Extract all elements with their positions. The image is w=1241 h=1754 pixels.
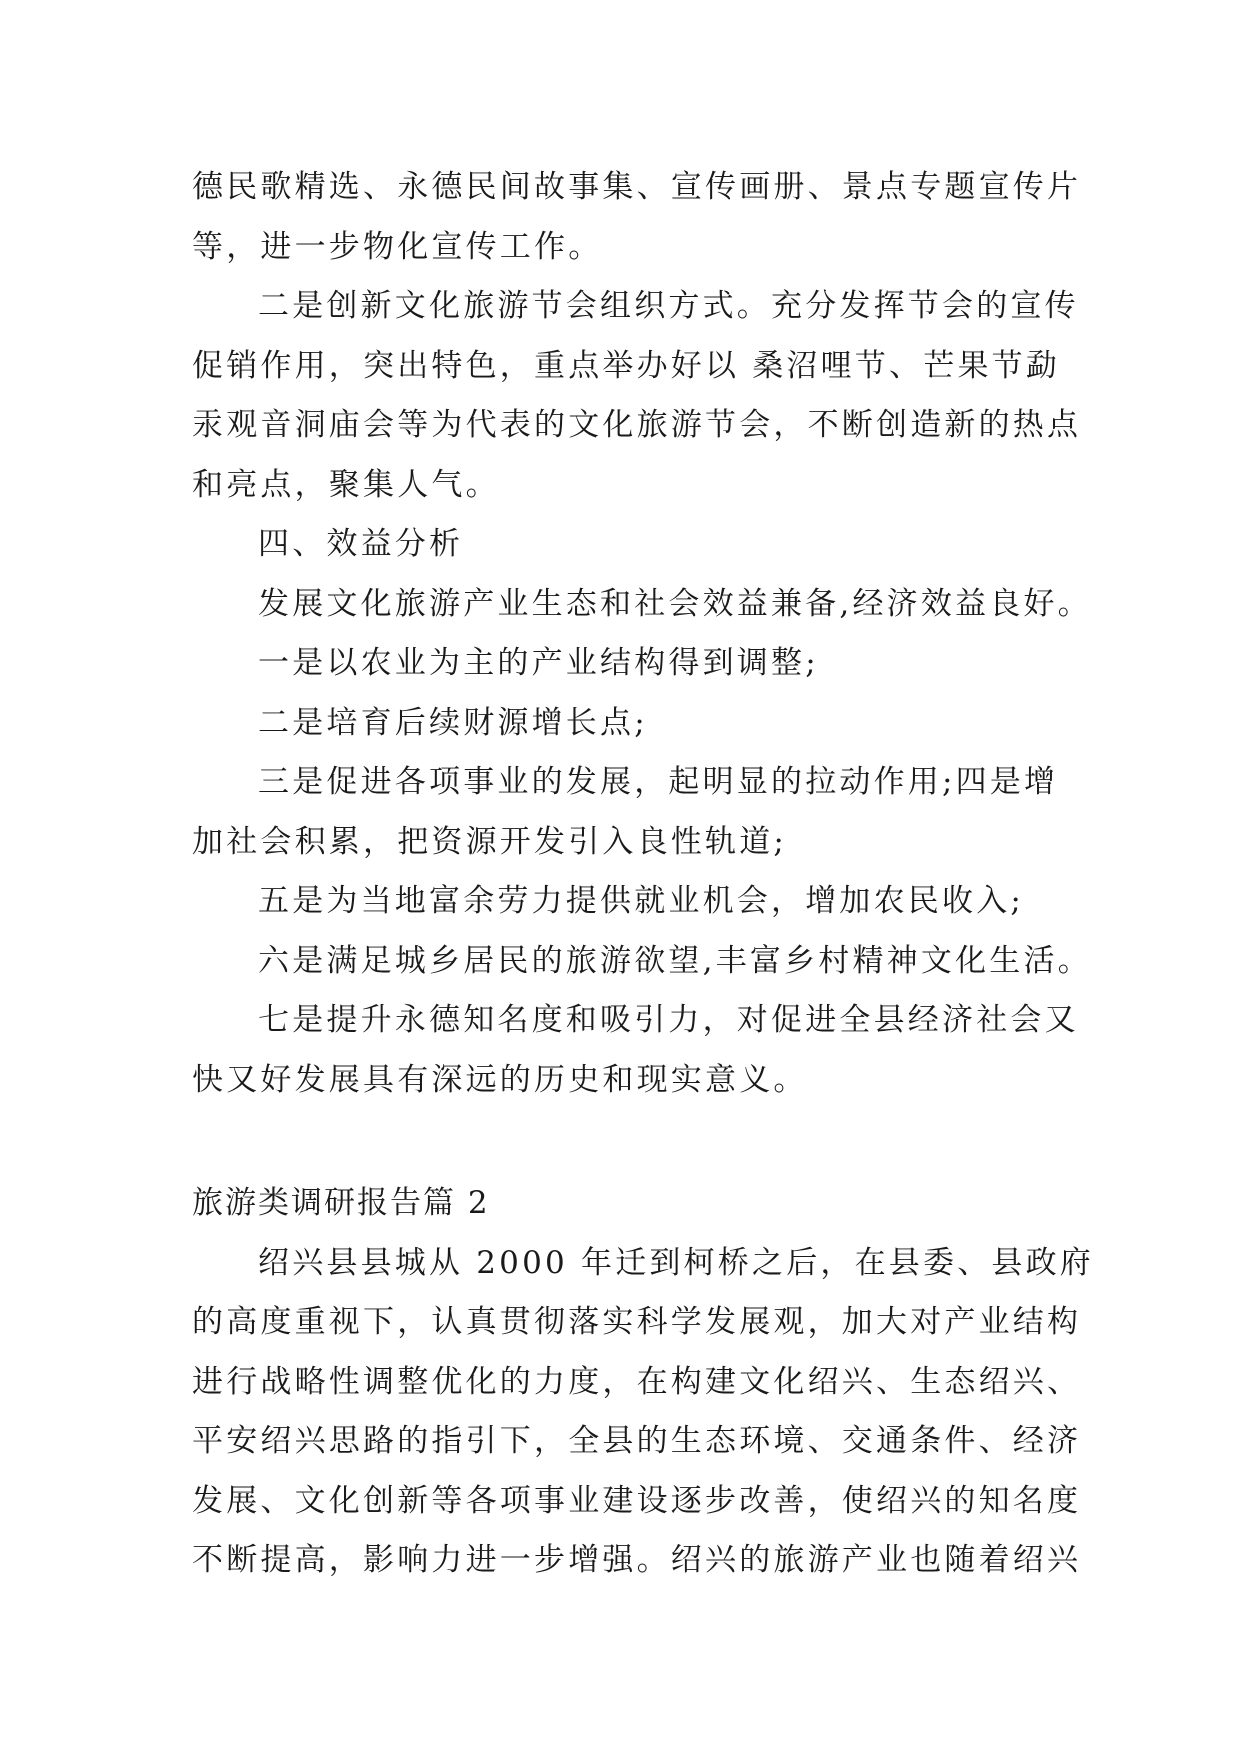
paragraph-line: 发展文化旅游产业生态和社会效益兼备,经济效益良好。 — [258, 585, 1092, 622]
paragraph-line: 绍兴县县城从 2000 年迁到柯桥之后，在县委、县政府 — [258, 1244, 1094, 1281]
section-spacer — [192, 1110, 1072, 1174]
paragraph-line: 的高度重视下，认真贯彻落实科学发展观，加大对产业结构 — [192, 1304, 1082, 1340]
paragraph-line: 七是提升永德知名度和吸引力，对促进全县经济社会又 — [258, 1002, 1079, 1038]
paragraph-line: 德民歌精选、永德民间故事集、宣传画册、景点专题宣传片 — [192, 169, 1082, 205]
paragraph-line: 发展、文化创新等各项事业建设逐步改善，使绍兴的知名度 — [192, 1482, 1082, 1519]
paragraph-line: 汞观音洞庙会等为代表的文化旅游节会，不断创造新的热点 — [192, 407, 1082, 443]
paragraph-line: 和亮点，聚集人气。 — [192, 466, 500, 503]
paragraph-line: 二是培育后续财源增长点; — [258, 704, 648, 741]
paragraph-line: 二是创新文化旅游节会组织方式。充分发挥节会的宣传 — [258, 288, 1079, 324]
paragraph-line: 不断提高，影响力进一步增强。绍兴的旅游产业也随着绍兴 — [192, 1542, 1082, 1578]
paragraph-line: 三是促进各项事业的发展，起明显的拉动作用;四是增 — [258, 764, 1059, 800]
paragraph-line: 平安绍兴思路的指引下，全县的生态环境、交通条件、经济 — [192, 1423, 1082, 1459]
paragraph-line: 五是为当地富余劳力提供就业机会，增加农民收入; — [258, 883, 1025, 919]
paragraph-line: 一是以农业为主的产业结构得到调整; — [258, 645, 819, 681]
paragraph-line: 六是满足城乡居民的旅游欲望,丰富乡村精神文化生活。 — [258, 942, 1092, 979]
paragraph-line: 加社会积累，把资源开发引入良性轨道; — [192, 823, 788, 860]
paragraph-line: 促销作用，突出特色，重点举办好以 桑沼哩节、芒果节勐 — [192, 347, 1061, 384]
section-title: 旅游类调研报告篇 2 — [192, 1185, 490, 1221]
document-body — [192, 158, 1094, 1591]
section-heading: 四、效益分析 — [258, 526, 464, 562]
paragraph-line: 快又好发展具有深远的历史和现实意义。 — [192, 1061, 808, 1098]
paragraph-line: 等，进一步物化宣传工作。 — [192, 228, 603, 265]
paragraph-line: 进行战略性调整优化的力度，在构建文化绍兴、生态绍兴、 — [192, 1363, 1082, 1400]
